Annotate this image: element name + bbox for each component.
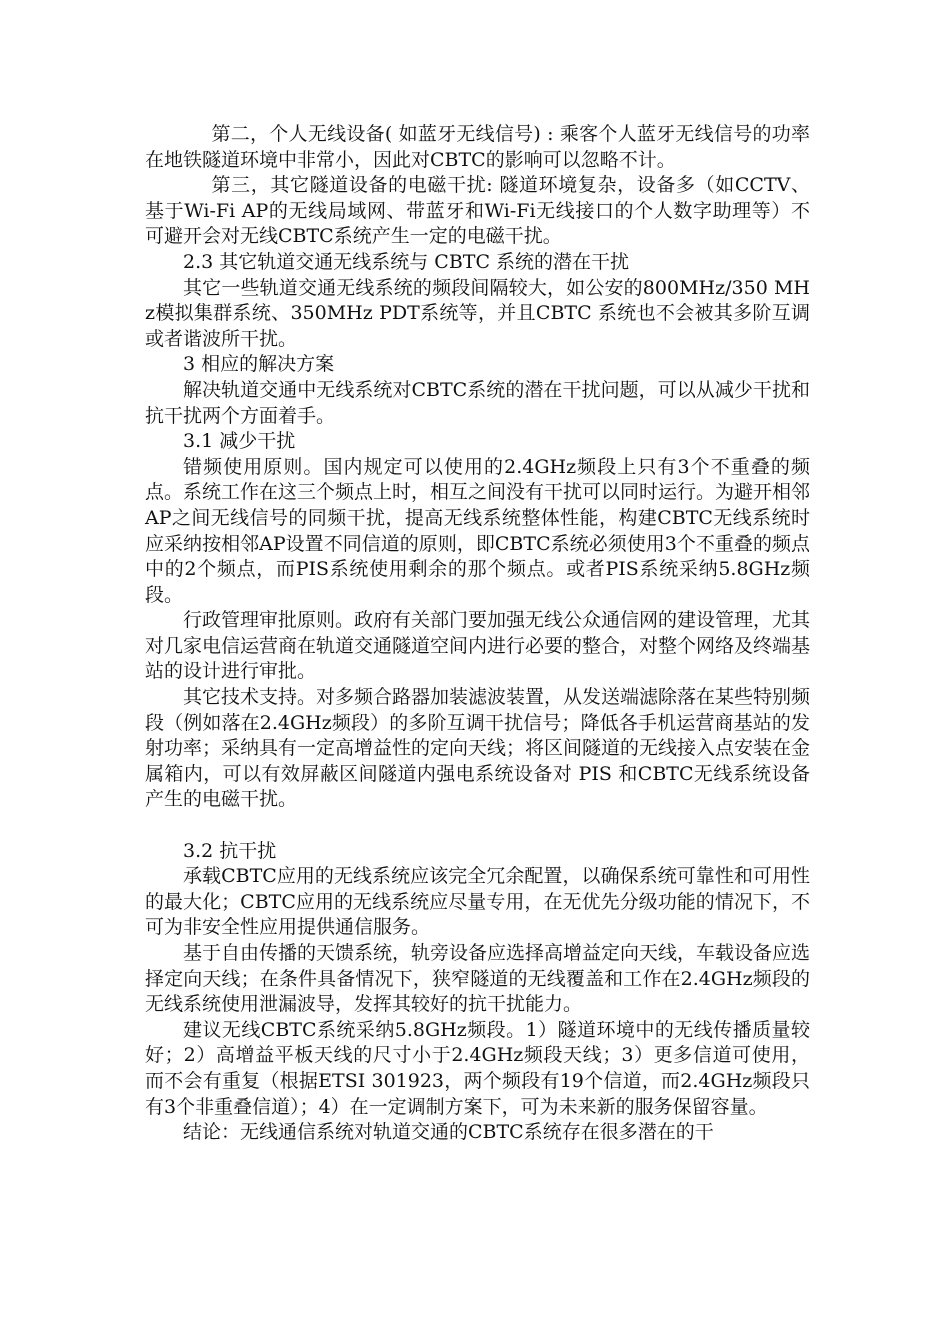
document-page — [145, 122, 810, 1146]
section-heading-3-1: 3.1 减少干扰 — [183, 430, 296, 453]
paragraph-antenna-system: 基于自由传播的天馈系统，轨旁设备应选择高增益定向天线，车载设备应选择定向天线；在条件具备情况下，狭窄隧道的无线覆盖和工作在2.4GHz频段的无线系统使用泄漏波导，发挥其较好的抗干扰能力。 — [145, 942, 811, 1016]
paragraph-frequency-staggering: 错频使用原则。国内规定可以使用的2.4GHz频段上只有3个不重叠的频点。系统工作在这三个频点上时，相互之间没有干扰可以同时运行。为避开相邻AP之间无线信号的同频干扰，提高无线系统整体性能，构建CBTC无线系统时应采纳按相邻AP设置不同信道的原则，即CBTC系统必须使用3个不重叠的频点中的2个频点，而PIS系统使用剩余的那个频点。或者PIS系统采纳5.8GHz频段。 — [145, 455, 811, 606]
section-heading-3: 3 相应的解决方案 — [183, 353, 335, 376]
paragraph-other-rail-systems: 其它一些轨道交通无线系统的频段间隔较大，如公安的800MHz/350 MHz模拟集群系统、350MHz PDT系统等，并且CBTC 系统也不会被其多阶互调或者谐波所干扰。 — [145, 276, 810, 350]
blank-line — [145, 813, 810, 839]
paragraph-personal-wireless: 第二，个人无线设备( 如蓝牙无线信号) : 乘客个人蓝牙无线信号的功率在地铁隧道环境中非常小，因此对CBTC的影响可以忽略不计。 — [145, 123, 810, 171]
section-heading-3-2: 3.2 抗干扰 — [183, 839, 277, 862]
section-heading-2-3: 2.3 其它轨道交通无线系统与 CBTC 系统的潜在干扰 — [183, 250, 630, 273]
paragraph-tunnel-emi: 第三，其它隧道设备的电磁干扰: 隧道环境复杂，设备多（如CCTV、基于Wi-Fi AP的无线局域网、带蓝牙和Wi-Fi无线接口的个人数字助理等）不可避开会对无线CBTC系统产生一定的电磁干扰。 — [145, 174, 810, 248]
paragraph-redundancy: 承载CBTC应用的无线系统应该完全冗余配置，以确保系统可靠性和可用性的最大化；CBTC应用的无线系统应尽量专用，在无优先分级功能的情况下，不可为非安全性应用提供通信服务。 — [145, 865, 810, 939]
paragraph-solution-intro: 解决轨道交通中无线系统对CBTC系统的潜在干扰问题，可以从减少干扰和抗干扰两个方面着手。 — [145, 378, 810, 427]
paragraph-administrative-approval: 行政管理审批原则。政府有关部门要加强无线公众通信网的建设管理，尤其对几家电信运营商在轨道交通隧道空间内进行必要的整合，对整个网络及终端基站的设计进行审批。 — [145, 609, 811, 683]
paragraph-5-8ghz-recommendation: 建议无线CBTC系统采纳5.8GHz频段。1）隧道环境中的无线传播质量较好；2）高增益平板天线的尺寸小于2.4GHz频段天线；3）更多信道可使用，而不会有重复（根据ETSI 301923，两个频段有19个信道，而2.4GHz频段只有3个非重叠信道）；4）在一定调制方案下，可为未来新的服务保留容量。 — [145, 1018, 810, 1118]
paragraph-conclusion: 结论：无线通信系统对轨道交通的CBTC系统存在很多潜在的干 — [183, 1121, 714, 1144]
paragraph-technical-support: 其它技术支持。对多频合路器加装滤波装置，从发送端滤除落在某些特别频段（例如落在2.4GHz频段）的多阶互调干扰信号；降低各手机运营商基站的发射功率；采纳具有一定高增益性的定向天线；将区间隧道的无线接入点安装在金属箱内，可以有效屏蔽区间隧道内强电系统设备对 PIS 和CBTC无线系统设备产生的电磁干扰。 — [145, 686, 811, 811]
